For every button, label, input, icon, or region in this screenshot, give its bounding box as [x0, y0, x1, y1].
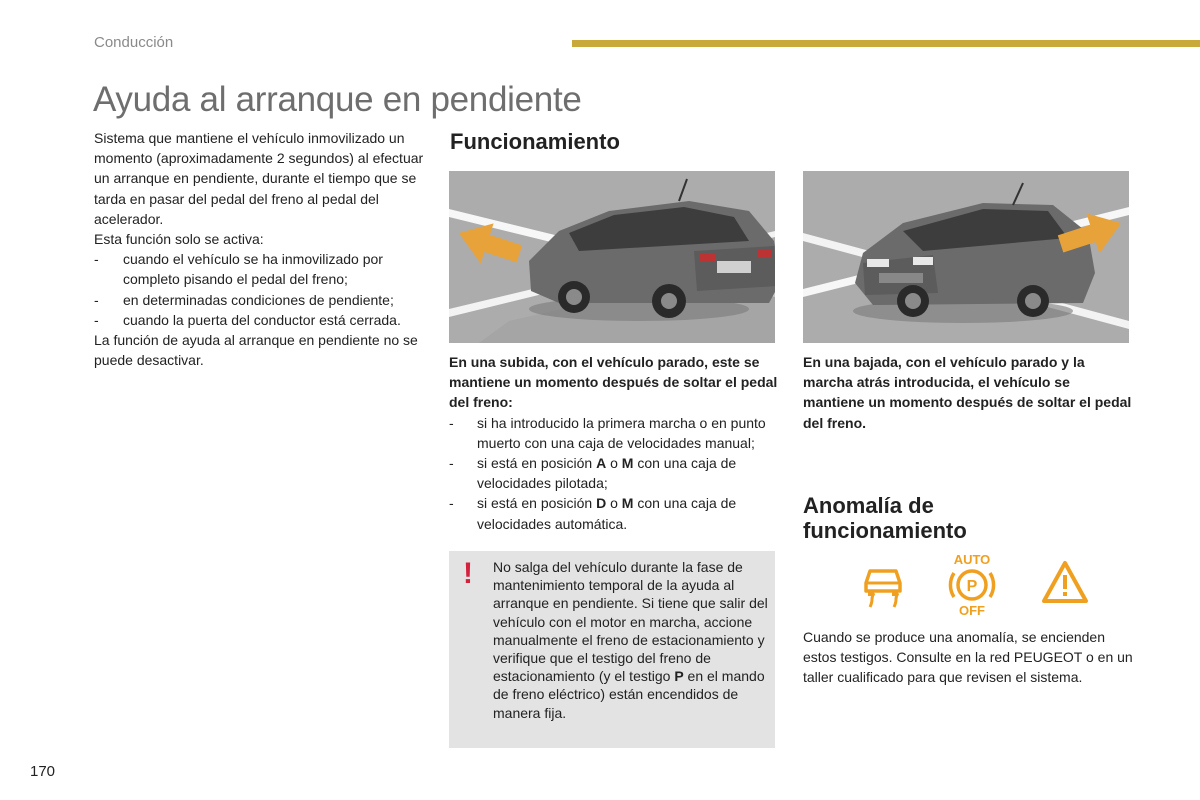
warning-text-part: No salga del vehículo durante la fase de mantenimiento temporal de la ayuda al arranque en pendiente. Si tiene que salir del vehículo con el motor en marcha, accione manualmente el freno de estacionamiento y verifique que el testigo del freno de estacionamiento (y el testigo [493, 559, 768, 685]
downhill-illustration [803, 171, 1129, 343]
page-number: 170 [30, 763, 56, 780]
downhill-caption: En una bajada, con el vehículo parado y la marcha atrás introducida, el vehículo se mantiene un momento después de soltar el pedal del freno. [803, 354, 1132, 431]
intro-column [94, 128, 424, 370]
anomalia-heading: Anomalía de funcionamiento [803, 493, 967, 543]
p-label: P [966, 578, 978, 595]
activation-list [94, 249, 424, 330]
list-item: - cuando el vehículo se ha inmovilizado por completo pisando el pedal del freno; [94, 249, 424, 289]
list-item-text: si ha introducido la primera marcha o en punto muerto con una caja de velocidades manual; [477, 414, 766, 451]
uphill-caption: En una subida, con el vehículo parado, este se mantiene un momento después de soltar el pedal del freno: [449, 354, 778, 411]
auto-label: AUTO [953, 553, 991, 567]
no-deactivate-note: La función de ayuda al arranque en pendiente no se puede desactivar. [94, 332, 418, 369]
list-item-text: o [606, 455, 622, 472]
activation-intro: Esta función solo se activa: [94, 231, 264, 248]
anomalia-text: Cuando se produce una anomalía, se encienden estos testigos. Consulte en la red PEUGEOT o en un taller cualificado para que revisen el sistema. [803, 629, 1133, 686]
warning-bold-letter: P [674, 668, 684, 685]
skid-control-icon [860, 563, 906, 609]
list-item-text: si está en posición [477, 455, 597, 472]
list-item [449, 413, 779, 453]
gear-letter: M [621, 455, 634, 472]
warning-box [449, 551, 775, 748]
gear-letter: A [596, 455, 607, 472]
uphill-description [449, 352, 779, 534]
warning-text [493, 558, 769, 722]
section-label: Conducción [94, 34, 174, 51]
warning-exclamation-icon: ! [463, 557, 473, 590]
gear-letter: M [621, 495, 634, 512]
uphill-illustration [449, 171, 775, 343]
list-item-text: si está en posición [477, 495, 597, 512]
gear-letter: D [596, 495, 607, 512]
page-title: Ayuda al arranque en pendiente [93, 80, 582, 119]
list-item: - en determinadas condiciones de pendiente; [94, 290, 424, 310]
auto-park-brake-off-icon [944, 553, 1000, 617]
header-gold-rule [572, 40, 1200, 47]
list-item-text: con una caja de velocidades automática. [477, 495, 737, 532]
list-item-text: con una caja de velocidades pilotada; [477, 455, 737, 492]
warning-triangle-icon [1040, 559, 1090, 605]
intro-paragraph: Sistema que mantiene el vehículo inmovilizado un momento (aproximadamente 2 segundos) al efectuar un arranque en pendiente, durante el tiempo que se tarda en pasar del pedal del freno al pedal del acelerador. [94, 130, 424, 227]
list-item [449, 493, 779, 533]
warning-lamps [860, 553, 1100, 617]
list-item: - cuando la puerta del conductor está cerrada. [94, 310, 424, 330]
list-item-text: o [606, 495, 622, 512]
warning-text-part: en el mando de freno eléctrico) están encendidos de manera fija. [493, 668, 765, 721]
uphill-conditions [449, 413, 779, 534]
funcionamiento-heading: Funcionamiento [450, 129, 620, 154]
off-label: OFF [959, 603, 985, 617]
list-item [449, 453, 779, 493]
